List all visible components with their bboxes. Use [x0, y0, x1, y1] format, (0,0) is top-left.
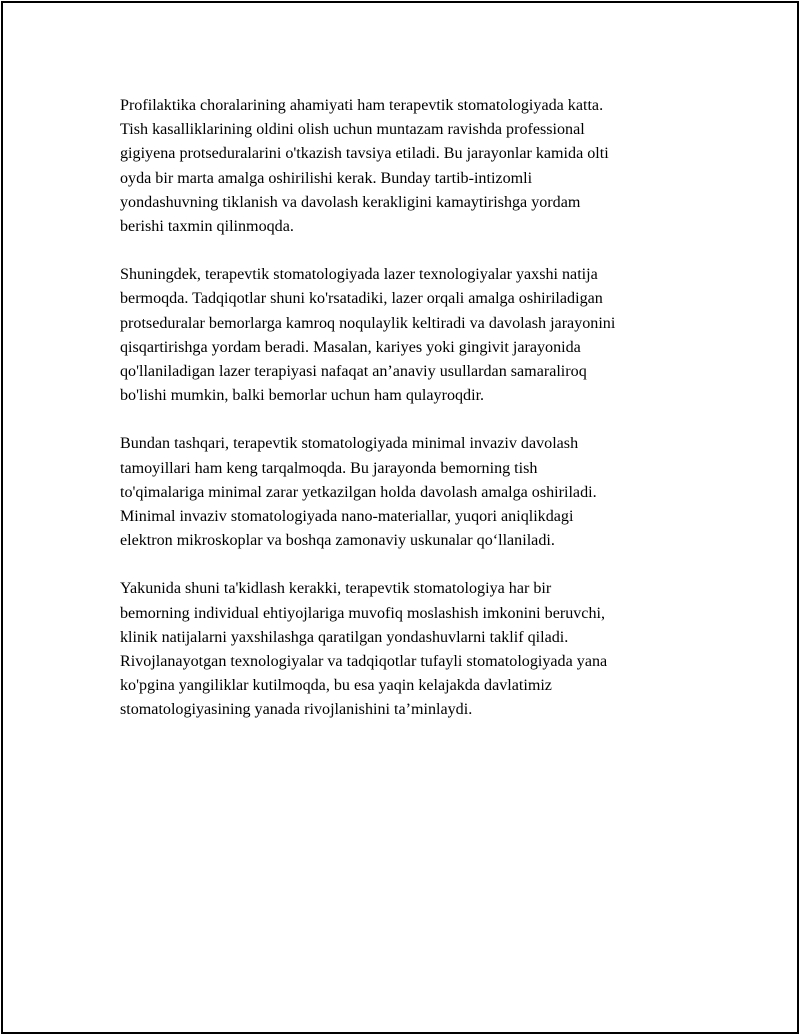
paragraph-minimally-invasive: Bundan tashqari, terapevtik stomatologiyada minimal invaziv davolash tamoyillari ham keng tarqalmoqda. Bu jarayonda bemorning tish to'qimalariga minimal zarar yetkazilgan holda davolash amalga oshiriladi. Minimal invaziv stomatologiyada nano-materiallar, yuqori aniqlikdagi elektron mikroskoplar va boshqa zamonaviy uskunalar qo‘llaniladi. — [120, 435, 597, 550]
paragraph-laser-technology: Shuningdek, terapevtik stomatologiyada lazer texnologiyalar yaxshi natija bermoqda. Tadqiqotlar shuni ko'rsatadiki, lazer orqali amalga oshiriladigan protseduralar bemorlarga kamroq noqulaylik keltiradi va davolash jarayonini qisqartirishga yordam beradi. Masalan, kariyes yoki gingivit jarayonida qo'llaniladigan lazer terapiyasi nafaqat an’anaviy usullardan samaraliroq bo'lishi mumkin, balki bemorlar uchun ham qulayroqdir. — [120, 266, 616, 405]
paragraph-prophylaxis: Profilaktika choralarining ahamiyati ham terapevtik stomatologiyada katta. Tish kasalliklarining oldini olish uchun muntazam ravishda professional gigiyena protseduralarini o'tkazish tavsiya etiladi. Bu jarayonlar kamida olti oyda bir marta amalga oshirilishi kerak. Bunday tartib-intizomli yondashuvning tiklanish va davolash kerakligini kamaytirishga yordam berishi taxmin qilinmoqda. — [120, 97, 609, 236]
paragraph-conclusion: Yakunida shuni ta'kidlash kerakki, terapevtik stomatologiya har bir bemorning individual ehtiyojlariga muvofiq moslashish imkonini beruvchi, klinik natijalarni yaxshilashga qaratilgan yondashuvlarni taklif qiladi. Rivojlanayotgan texnologiyalar va tadqiqotlar tufayli stomatologiyada yana ko'pgina yangiliklar kutilmoqda, bu esa yaqin kelajakda davlatimiz stomatologiyasining yanada rivojlanishini ta’minlaydi. — [120, 580, 608, 719]
document-page — [1, 1, 799, 1034]
document-body — [120, 94, 700, 747]
